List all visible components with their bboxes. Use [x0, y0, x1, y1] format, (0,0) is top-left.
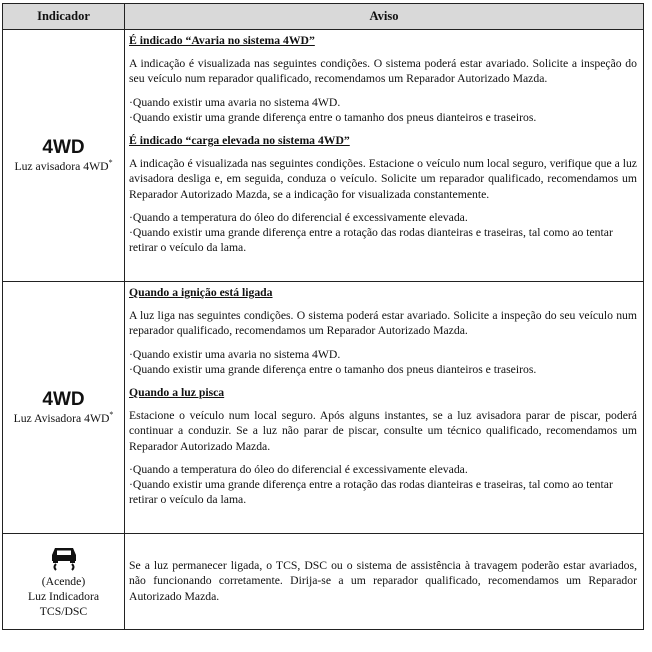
warning-cell — [125, 30, 644, 282]
4wd-symbol: 4WD — [42, 389, 85, 410]
indicator-label: TCS/DSC — [39, 605, 88, 618]
section-heading: Quando a luz pisca — [129, 386, 225, 400]
table-header-row — [3, 4, 644, 30]
list-item: ·Quando existir uma avaria no sistema 4WD. — [129, 347, 341, 361]
list-item: ·Quando existir uma avaria no sistema 4WD. — [129, 95, 341, 109]
indicator-cell — [3, 534, 125, 630]
list-item: ·Quando existir uma grande diferença entre o tamanho dos pneus dianteiros e traseiros. — [129, 362, 537, 376]
list-item: ·Quando existir uma grande diferença entre a rotação das rodas dianteiras e traseiras, tal como ao tentar retirar o veículo da lama. — [129, 226, 613, 255]
table-row — [3, 534, 644, 630]
section-paragraph: A indicação é visualizada nas seguintes condições. O sistema poderá estar avariado. Solicite a inspeção do seu veículo num reparador qualificado, recomendamos um Reparador Autorizado Mazda. — [129, 57, 637, 86]
4wd-symbol: 4WD — [42, 137, 85, 158]
section-heading: É indicado “carga elevada no sistema 4WD” — [129, 134, 350, 148]
list-item: ·Quando a temperatura do óleo do diferencial é excessivamente elevada. — [129, 462, 468, 476]
list-item: ·Quando a temperatura do óleo do diferencial é excessivamente elevada. — [129, 210, 468, 224]
section-paragraph: Se a luz permanecer ligada, o TCS, DSC ou o sistema de assistência à travagem poderão estar avariados, não funcionando corretamente. Dirija-se a um reparador qualificado, recomendamos um Reparador Autorizado Mazda. — [129, 559, 637, 603]
footnote-mark: * — [108, 158, 113, 168]
indicator-label: Luz Avisadora 4WD* — [13, 410, 114, 425]
indicator-cell — [3, 30, 125, 282]
skidding-car-icon — [49, 544, 79, 572]
section-paragraph: Estacione o veículo num local seguro. Após alguns instantes, se a luz avisadora parar de piscar, poderá continuar a conduzir. Se a luz não parar de piscar, consulte um técnico qualificado, recomendamos um Reparador Autorizado Mazda. — [129, 409, 637, 453]
column-header-indicator: Indicador — [3, 4, 125, 30]
bullet-list — [129, 347, 637, 377]
bullet-list — [129, 95, 637, 125]
indicator-label: Luz Indicadora — [27, 590, 100, 603]
section-heading: É indicado “Avaria no sistema 4WD” — [129, 34, 315, 47]
table-row — [3, 30, 644, 282]
table-row — [3, 282, 644, 534]
warning-cell — [125, 282, 644, 534]
indicator-label: Luz avisadora 4WD* — [14, 158, 113, 173]
section-paragraph: A luz liga nas seguintes condições. O sistema poderá estar avariado. Solicite a inspeção do seu veículo num reparador qualificado, recomendamos um Reparador Autorizado Mazda. — [129, 309, 637, 338]
list-item: ·Quando existir uma grande diferença entre o tamanho dos pneus dianteiros e traseiros. — [129, 110, 537, 124]
list-item: ·Quando existir uma grande diferença entre a rotação das rodas dianteiras e traseiras, tal como ao tentar retirar o veículo da lama. — [129, 478, 613, 507]
bullet-list — [129, 462, 637, 508]
bullet-list — [129, 210, 637, 256]
column-header-warning: Aviso — [125, 4, 644, 30]
warning-cell — [125, 534, 644, 630]
warning-indicator-table — [2, 3, 644, 630]
indicator-cell — [3, 282, 125, 534]
section-paragraph: A indicação é visualizada nas seguintes condições. Estacione o veículo num local seguro, verifique que a luz avisadora desliga e, em seguida, conduza o veículo. Solicite um reparador qualificado, recomendamos um Reparador Autorizado Mazda, se a indicação for visualizada constantemente. — [129, 157, 637, 201]
footnote-mark: * — [109, 410, 114, 420]
indicator-state: (Acende) — [41, 575, 86, 588]
section-heading: Quando a ignição está ligada — [129, 286, 273, 299]
